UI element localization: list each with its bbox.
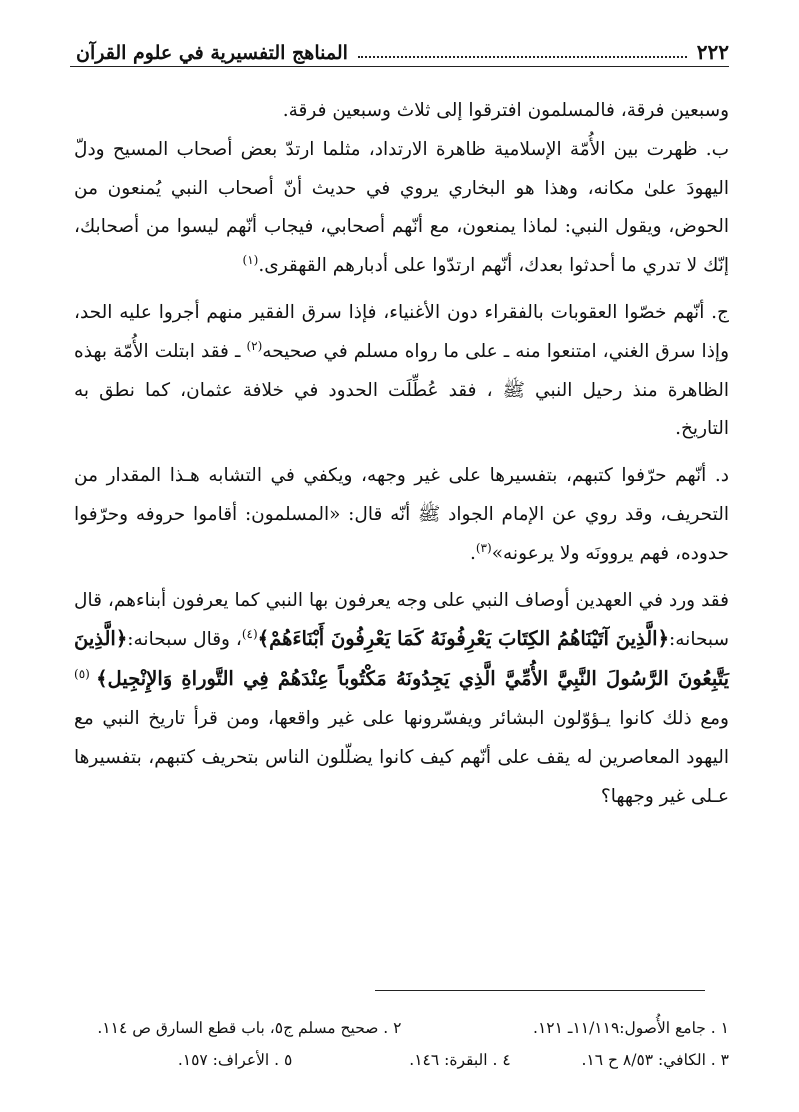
footnote-marker: (١) [242,253,259,268]
page-number: ٢٢٢ [696,40,729,64]
running-header [76,30,729,64]
paragraph-text: وسبعين فرقة، فالمسلمون افترقوا إلى ثلاث وسبعين فرقة. [282,100,729,121]
footnote-row [74,1044,729,1076]
footnote-row [74,1012,729,1044]
header-dot-leader [358,56,687,58]
paragraph [74,582,729,817]
footnote-5: ٥ . الأعراف: ١٥٧. [177,1051,293,1069]
paragraph-text: ، وقال سبحانه: [127,629,242,651]
paragraph [74,92,729,131]
footnote-marker: (٣) [475,540,492,555]
paragraph [74,294,729,449]
footnote-3: ٣ . الكافي: ٨/٥٣ ح ١٦. [581,1051,729,1069]
footnotes [74,1012,729,1076]
quran-verse: ﴿الَّذِينَ آتَيْنَاهُمُ الكِتَابَ يَعْرِفُونَهُ كَمَا يَعْرِفُونَ أَبْنَاءَهُمْ﴾ [257,627,670,651]
paragraph-text: . [469,542,476,564]
footnote-4: ٤ . البقرة: ١٤٦. [409,1051,511,1069]
paragraph-text: ج. أنّهم خصّوا العقوبات بالفقراء دون الأغنياء، فإذا سرق الفقير منهم أجروا عليه الحد، وإذا سرق الغني، امتنعوا منه ـ على ما رواه مسلم في صحيحه [74,301,730,362]
paragraph-text: ومع ذلك كانوا يـؤوّلون البشائر ويفسّرونها على غير واقعها، ومن قرأ تاريخ النبي مع اليهود المعاصرين له يقف على أنّهم كيف كانوا يضلّلون الناس بتحريف كتبهم، بتفسيرها عـلى غير وجهها؟ [74,707,729,807]
paragraph [74,131,729,286]
running-title: المناهج التفسيرية في علوم القرآن [76,42,348,64]
footnote-1: ١ . جامع الأُصول:١١/١١٩ـ ١٢١. [533,1019,729,1037]
footnote-marker: (٤) [241,627,258,642]
paragraph-text: ب. ظهرت بين الأُمّة الإسلامية ظاهرة الارتداد، مثلما ارتدّ بعض أصحاب المسيح ودلّ اليهودَ علىٰ مكانه، وهذا هو البخاري يروي في حديث أنّ أصحاب النبي يُمنعون من الحوض، ويقول النبي: لماذا يمنعون، مع أنّهم أصحابي، فيجاب أنّهم ليسوا من أصحابك، إنّك لا تدري ما أحدثوا بعدك، أنّهم ارتدّوا على أدبارهم القهقرى. [74,138,729,277]
quran-verse: ﴿الَّذِينَ يَتَّبِعُونَ الرَّسُولَ النَّبِيَّ الأُمِّيَّ الَّذِي يَجِدُونَهُ مَكْتُوباً عِنْدَهُمْ فِي التَّوراةِ وَالإِنْجِيل﴾ [73,627,730,691]
paragraph-text: ـ فقد ابتلت الأُمّة بهذه الظاهرة منذ رحيل النبي ﷺ ، فقد عُطِّلَت الحدود في خلافة عثمان، كما نطق به التاريخ. [74,340,729,440]
footnote-marker: (٢) [246,338,263,353]
header-rule [70,66,729,67]
paragraph-text: فقد ورد في العهدين أوصاف النبي على وجه يعرفون بها النبي كما يعرفون أبناءهم، قال سبحانه: [74,589,729,651]
footnote-separator [375,990,705,991]
footnote-2: ٢ . صحيح مسلم ج٥، باب قطع السارق ص ١١٤. [97,1019,402,1037]
paragraph [74,457,729,573]
paragraph-text: د. أنّهم حرّفوا كتبهم، بتفسيرها على غير وجهه، ويكفي في التشابه هـذا المقدار من التحريف، وقد روي عن الإمام الجواد ﷺ أنّه قال: «المسلمون: أقاموا حروفه وحرّفوا حدوده، فهم يروونَه ولا يرعونه» [74,465,729,564]
footnote-marker: (٥) [74,667,97,681]
body-text [74,92,729,816]
